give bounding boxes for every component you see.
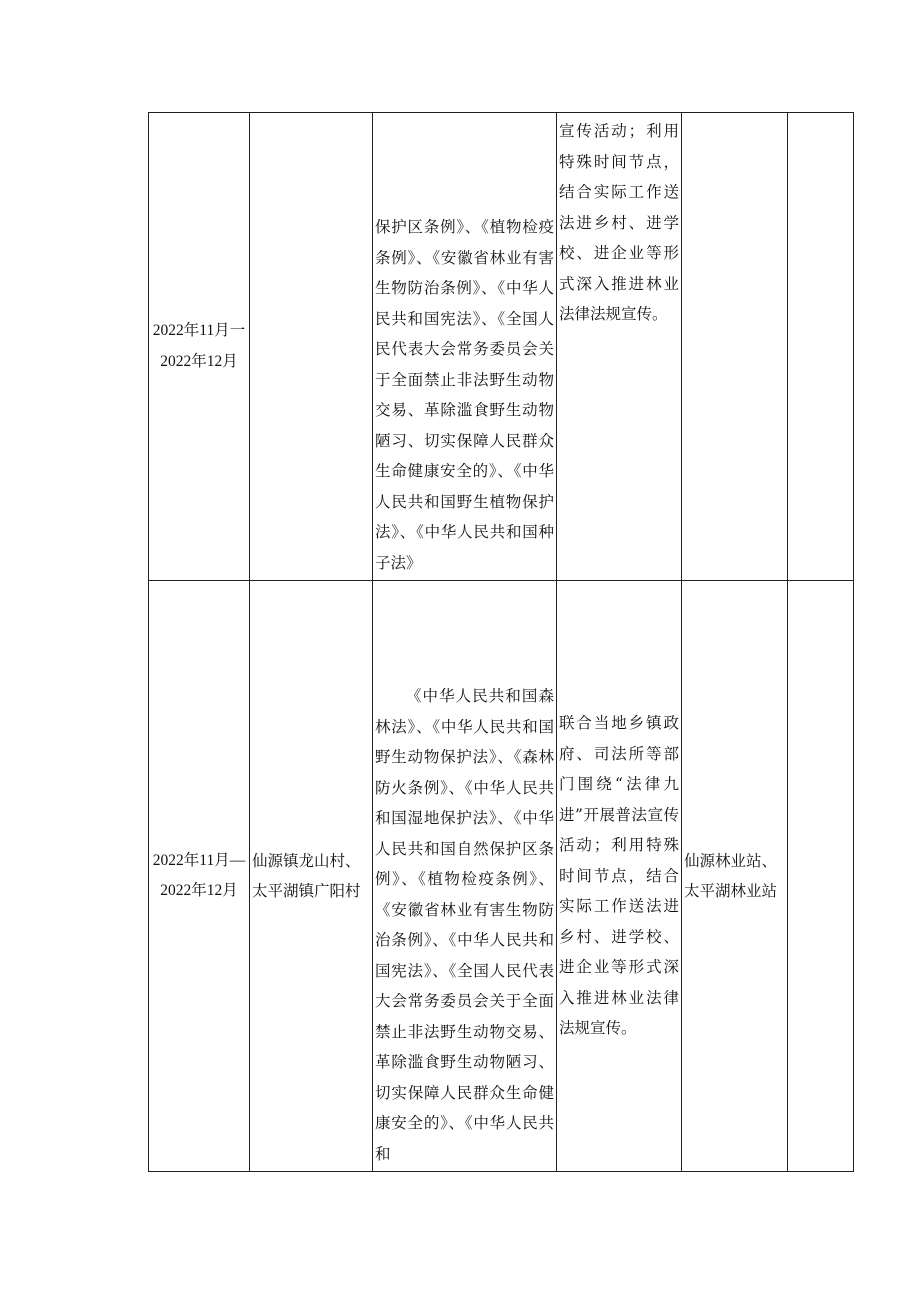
table-row xyxy=(149,113,854,581)
location-cell: 仙源镇龙山村、太平湖镇广阳村 xyxy=(250,581,373,1172)
activities-cell: 联合当地乡镇政府、司法所等部门围绕“法律九进”开展普法宣传活动；利用特殊时间节点，结合实际工作送法进乡村、进学校、进企业等形式深入推进林业法律法规宣传。 xyxy=(557,581,682,1172)
location-cell xyxy=(250,113,373,581)
note-cell xyxy=(788,581,854,1172)
note-cell xyxy=(788,113,854,581)
activity-table xyxy=(148,112,854,1172)
date-cell: 2022年11月一2022年12月 xyxy=(149,113,250,581)
laws-text: 《中华人民共和国森林法》、《中华人民共和国野生动物保护法》、《森林防火条例》、《中华人民共和国湿地保护法》、《中华人民共和国自然保护区条例》、《植物检疫条例》、《安徽省林业有害生物防治条例》、《中华人民共和国宪法》、《全国人民代表大会常务委员会关于全面禁止非法野生动物交易、革除滥食野生动物陋习、切实保障人民群众生命健康安全的》、《中华人民共和 xyxy=(375,687,554,1163)
laws-cell: 保护区条例》、《植物检疫条例》、《安徽省林业有害生物防治条例》、《中华人民共和国宪法》、《全国人民代表大会常务委员会关于全面禁止非法野生动物交易、革除滥食野生动物陋习、切实保障人民群众生命健康安全的》、《中华人民共和国野生植物保护法》、《中华人民共和国种子法》 xyxy=(373,113,557,581)
date-cell: 2022年11月—2022年12月 xyxy=(149,581,250,1172)
laws-cell xyxy=(373,581,557,1172)
table-row xyxy=(149,581,854,1172)
activities-cell: 宣传活动；利用特殊时间节点，结合实际工作送法进乡村、进学校、进企业等形式深入推进林业法律法规宣传。 xyxy=(557,113,682,581)
unit-cell xyxy=(682,113,788,581)
unit-cell: 仙源林业站、太平湖林业站 xyxy=(682,581,788,1172)
